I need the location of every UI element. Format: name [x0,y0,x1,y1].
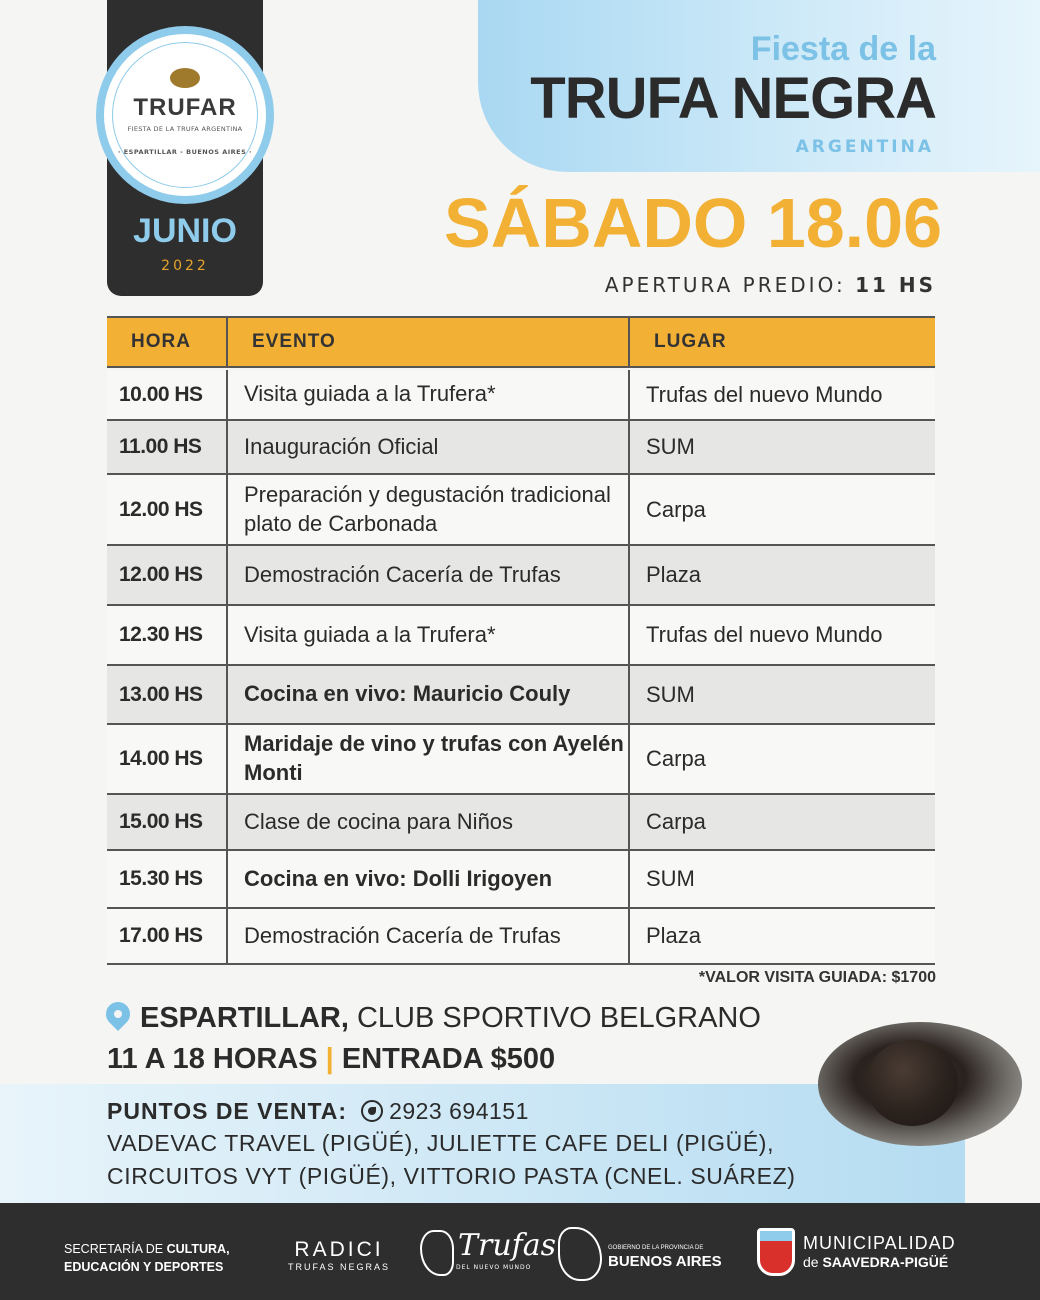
opening-label: APERTURA PREDIO: [604,273,846,297]
logo-place: · ESPARTILLAR - BUENOS AIRES · [117,148,253,156]
radici-name: RADICI [294,1238,384,1261]
cell-lugar: Plaza [629,908,935,964]
table-row [107,724,935,794]
table-row [107,420,935,474]
cell-lugar: Trufas del nuevo Mundo [629,370,935,420]
cell-evento: Demostración Cacería de Trufas [227,545,629,605]
hours-range: 11 A 18 HORAS [107,1043,318,1075]
header-evento: EVENTO [227,317,629,367]
sales-label: PUNTOS DE VENTA: [107,1098,348,1124]
header-lugar: LUGAR [629,317,935,367]
hours-and-entry [107,1043,555,1076]
cell-evento: Clase de cocina para Niños [227,794,629,850]
header-hora: HORA [107,317,227,367]
cell-lugar: Plaza [629,545,935,605]
cell-evento: Maridaje de vino y trufas con Ayelén Monti [227,724,629,794]
cell-evento: Visita guiada a la Trufera* [227,370,629,420]
location [140,1002,761,1035]
cell-lugar: SUM [629,420,935,474]
truffle-icon [170,68,200,88]
cell-hora: 12.00 HS [107,474,227,545]
cell-evento: Demostración Cacería de Trufas [227,908,629,964]
cell-evento: Cocina en vivo: Dolli Irigoyen [227,850,629,908]
title-line-3: ARGENTINA [795,137,934,157]
location-pin-icon [101,997,135,1031]
cell-lugar: Carpa [629,794,935,850]
radici-sub: TRUFAS NEGRAS [288,1262,391,1272]
cell-hora: 13.00 HS [107,665,227,724]
location-town: ESPARTILLAR, [140,1002,349,1034]
table-row [107,545,935,605]
title-line-2: TRUFA NEGRA [530,66,936,131]
cell-evento: Preparación y degustación tradicional plato de Carbonada [227,474,629,545]
municipal-shield-icon [757,1228,795,1276]
buenos-aires-top: GOBIERNO DE LA PROVINCIA DE [608,1245,704,1251]
table-row [107,474,935,545]
buenos-aires-main: BUENOS AIRES [608,1253,722,1270]
municipalidad-de: de [803,1254,819,1270]
trufas-logo-sub: DEL NUEVO MUNDO [456,1264,532,1271]
logo-title: TRUFAR [133,94,237,121]
cell-hora: 17.00 HS [107,908,227,964]
cell-lugar: SUM [629,665,935,724]
table-row [107,908,935,964]
sales-points [107,1098,529,1125]
radici-logo [288,1238,390,1272]
opening-value: 11 HS [855,273,936,297]
cell-hora: 12.30 HS [107,605,227,665]
event-date: SÁBADO 18.06 [444,184,942,262]
truffle-photo [818,1022,1022,1146]
secretaria-bold-1: CULTURA, [166,1242,230,1256]
secretaria-logo [64,1240,230,1276]
table-row [107,794,935,850]
opening-time [605,273,936,297]
title-line-1: Fiesta de la [750,30,936,68]
entry-price: ENTRADA $500 [341,1043,556,1075]
municipalidad-name [803,1254,948,1270]
table-row [107,850,935,908]
cell-hora: 14.00 HS [107,724,227,794]
cell-evento: Inauguración Oficial [227,420,629,474]
cell-hora: 15.00 HS [107,794,227,850]
month-label: JUNIO [133,212,237,250]
logo-subtitle: FIESTA DE LA TRUFA ARGENTINA [127,125,243,133]
year-label: 2022 [161,258,209,274]
cell-evento: Cocina en vivo: Mauricio Couly [227,665,629,724]
trufar-logo [96,26,274,204]
location-venue: CLUB SPORTIVO BELGRANO [356,1002,761,1034]
cell-hora: 12.00 HS [107,545,227,605]
cell-lugar: SUM [629,850,935,908]
sales-phone: 2923 694151 [389,1098,529,1124]
cell-lugar: Carpa [629,474,935,545]
cell-evento: Visita guiada a la Trufera* [227,605,629,665]
cell-lugar: Carpa [629,724,935,794]
table-row [107,665,935,724]
trufas-logo-text: Trufas [458,1228,557,1263]
table-row [107,370,935,420]
cell-hora: 15.30 HS [107,850,227,908]
schedule-table [107,316,935,965]
cell-lugar: Trufas del nuevo Mundo [629,605,935,665]
hours-separator: | [325,1043,334,1075]
municipalidad-label: MUNICIPALIDAD [803,1233,956,1253]
secretaria-pre: SECRETARÍA DE [64,1242,164,1256]
guided-visit-price: *VALOR VISITA GUIADA: $1700 [698,969,936,986]
sales-line-1: VADEVAC TRAVEL (PIGÜÉ), JULIETTE CAFE DELI (PIGÜÉ), [107,1130,775,1156]
cell-hora: 10.00 HS [107,370,227,420]
secretaria-bold-2: EDUCACIÓN Y DEPORTES [64,1260,224,1275]
cell-hora: 11.00 HS [107,420,227,474]
table-row [107,605,935,665]
municipalidad-city: SAAVEDRA-PIGÜÉ [822,1254,949,1270]
sales-line-2: CIRCUITOS VYT (PIGÜÉ), VITTORIO PASTA (CNEL. SUÁREZ) [107,1163,796,1189]
whatsapp-icon [361,1100,383,1122]
